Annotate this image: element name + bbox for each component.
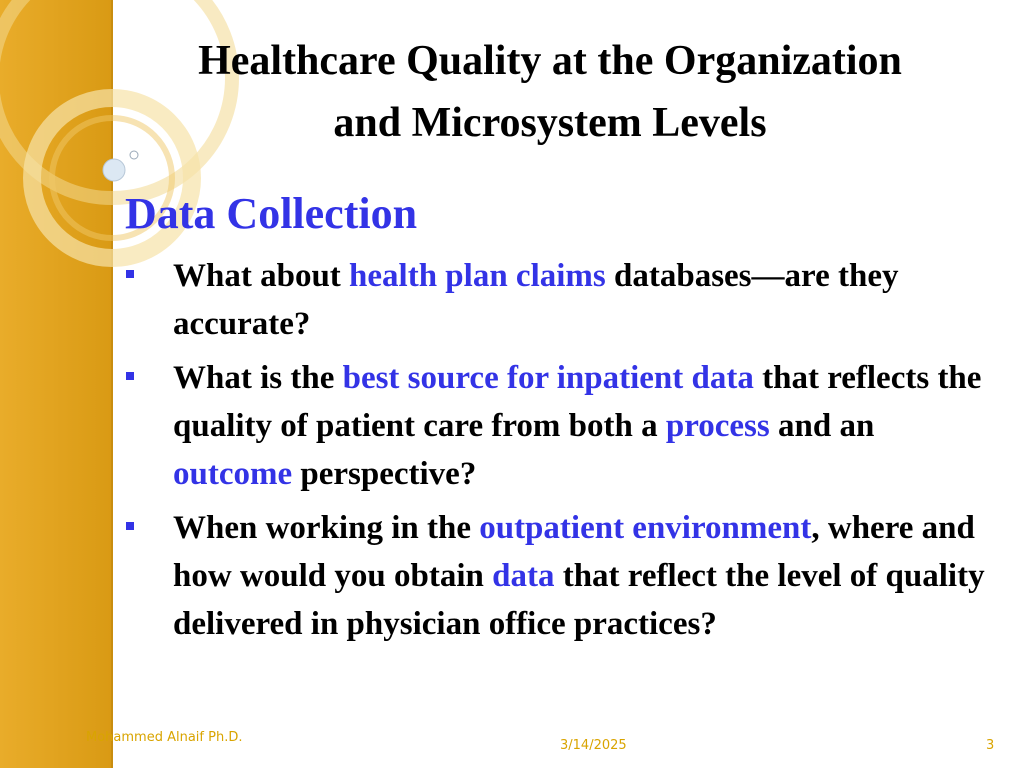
bullet-list	[120, 252, 1000, 654]
highlight-run: data	[492, 558, 555, 594]
title-line-1: Healthcare Quality at the Organization	[198, 38, 902, 84]
square-bullet-icon	[126, 270, 134, 278]
footer-author: Mohammed Alnaif Ph.D.	[86, 730, 243, 745]
bullet-text	[173, 510, 985, 642]
slide-title	[110, 30, 990, 154]
text-run: , where and how would you obtain	[173, 510, 975, 594]
text-run: What about	[173, 258, 350, 294]
page-number: 3	[986, 738, 995, 753]
bullet-item	[120, 504, 1000, 648]
highlight-run: process	[665, 408, 770, 444]
text-run: When working in the	[173, 510, 480, 546]
square-bullet-icon	[126, 522, 134, 530]
square-bullet-icon	[126, 372, 134, 380]
text-run: databases—are they accurate?	[173, 258, 899, 342]
bullet-item	[120, 252, 1000, 348]
text-run: perspective?	[292, 456, 477, 492]
highlight-run: outpatient environment	[479, 510, 812, 546]
section-heading: Data Collection	[125, 189, 418, 238]
title-line-2: and Microsystem Levels	[333, 100, 767, 146]
text-run: that reflect the level of quality delivered in physician office practices?	[173, 558, 985, 642]
dot-large	[103, 159, 125, 181]
text-run: that reflects the quality of patient care from both a	[173, 360, 982, 444]
highlight-run: outcome	[173, 456, 293, 492]
footer-date: 3/14/2025	[560, 738, 627, 753]
text-run: What is the	[173, 360, 343, 396]
highlight-run: best source for inpatient data	[342, 360, 754, 396]
bullet-text	[173, 360, 981, 492]
bullet-text	[173, 258, 898, 342]
bullet-item	[120, 354, 1000, 498]
highlight-run: health plan claims	[349, 258, 606, 294]
text-run: and an	[769, 408, 875, 444]
